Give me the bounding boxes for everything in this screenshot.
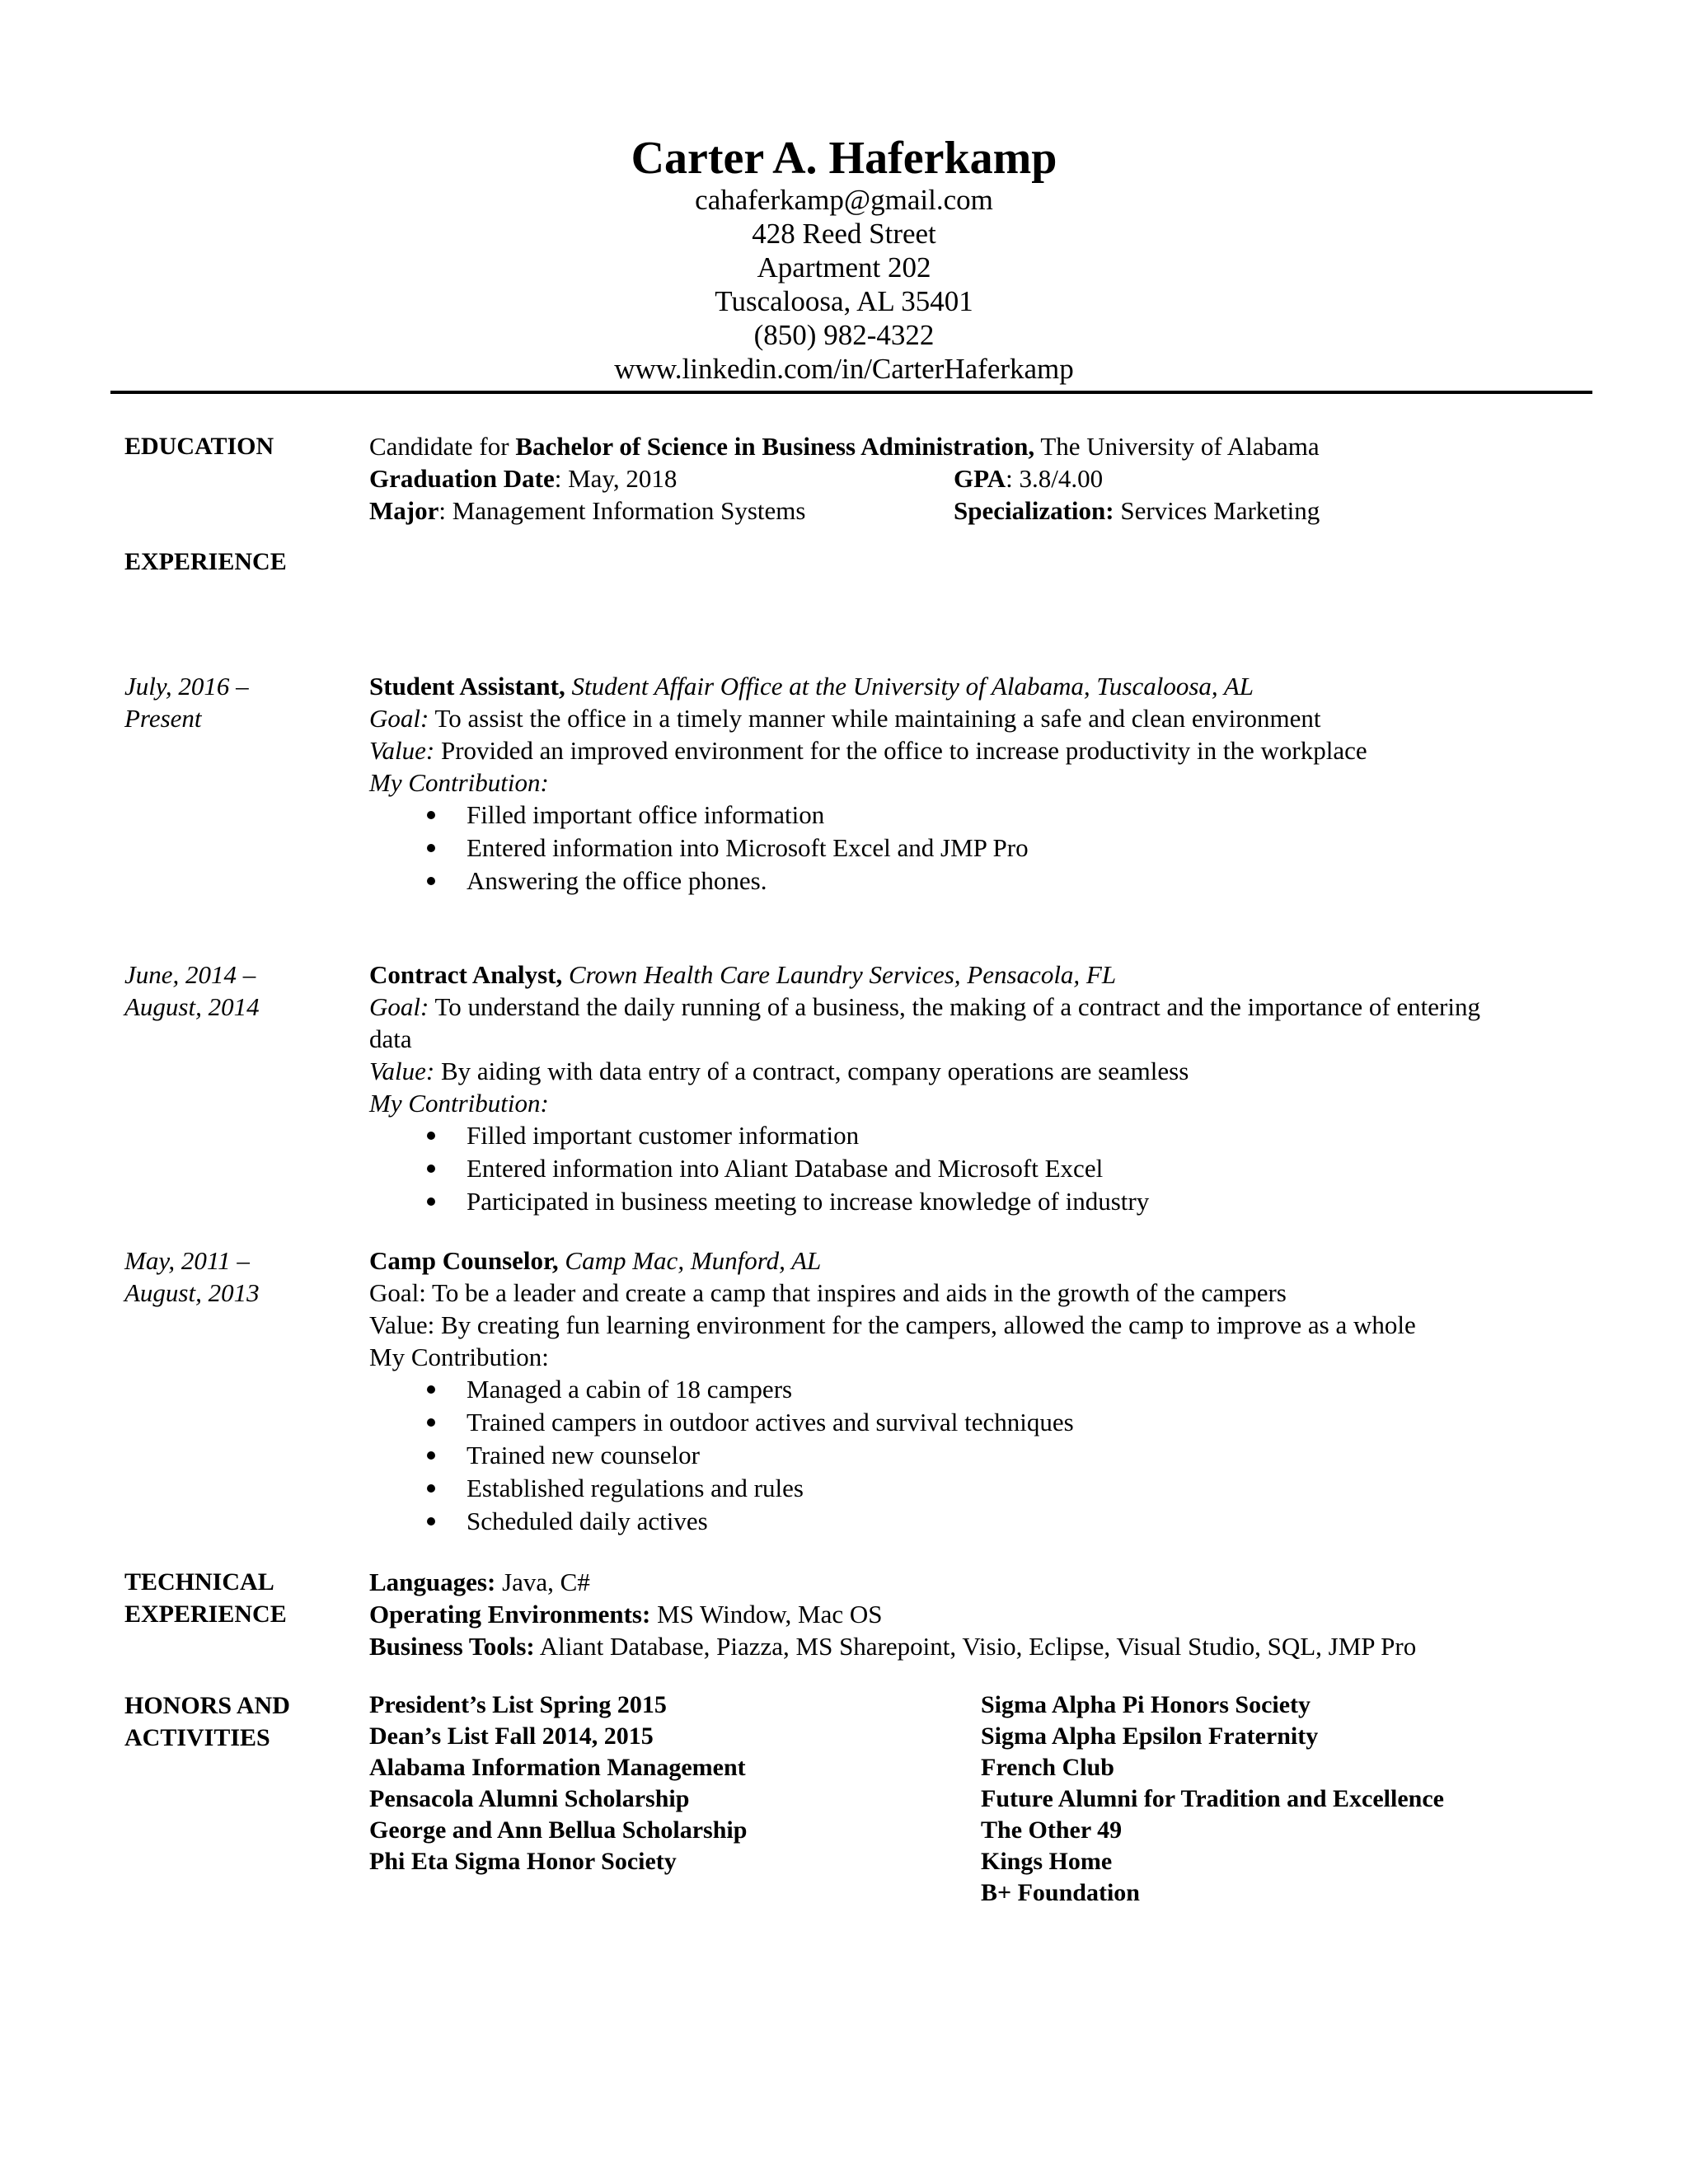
bullet-icon [427, 811, 435, 819]
goal-text: To understand the daily running of a business, the making of a contract and the importance of entering [429, 992, 1480, 1021]
bullet-icon [427, 1165, 435, 1173]
job-end-date: August, 2014 [124, 992, 260, 1021]
job-value [369, 1055, 1480, 1087]
specialization-group [954, 494, 1320, 527]
job-start-date: July, 2016 – [124, 672, 249, 701]
value-label: Value: [369, 1057, 435, 1085]
job-title: Contract Analyst, [369, 960, 563, 989]
honors-right-list [981, 1690, 1444, 1909]
job-start-date: May, 2011 – [124, 1246, 250, 1275]
major-value: : Management Information Systems [438, 496, 806, 525]
list-item-text: Entered information into Aliant Database and Microsoft Excel [467, 1154, 1104, 1183]
list-item: Kings Home [981, 1848, 1113, 1875]
job-title-line [369, 670, 1367, 702]
list-item-text: Trained campers in outdoor actives and survival techniques [467, 1408, 1074, 1436]
street-address: 428 Reed Street [752, 218, 936, 250]
linkedin-url: www.linkedin.com/in/CarterHaferkamp [614, 353, 1074, 385]
gpa-value: : 3.8/4.00 [1006, 464, 1104, 493]
contribution-list [369, 1373, 1416, 1538]
job-end-date: Present [124, 704, 202, 733]
job-goal [369, 991, 1480, 1023]
job-date-range [124, 1244, 260, 1309]
major-line [369, 494, 1589, 527]
contribution-list [369, 799, 1367, 898]
job-goal-continued: data [369, 1024, 412, 1053]
list-item-text: Entered information into Microsoft Excel and JMP Pro [467, 833, 1029, 862]
apartment-line: Apartment 202 [757, 251, 931, 284]
job-entry [369, 670, 1367, 898]
job-start-date: June, 2014 – [124, 960, 256, 989]
value-text: By aiding with data entry of a contract, company operations are seamless [434, 1057, 1189, 1085]
list-item [369, 1472, 1416, 1505]
contribution-label: My Contribution: [369, 768, 549, 797]
contribution-list [369, 1119, 1480, 1218]
list-item: Future Alumni for Tradition and Excellence [981, 1785, 1444, 1812]
job-title: Camp Counselor, [369, 1246, 559, 1275]
list-item: Dean’s List Fall 2014, 2015 [369, 1722, 654, 1750]
gpa-group [954, 462, 1103, 494]
list-item [369, 832, 1367, 865]
os-value: MS Window, Mac OS [650, 1600, 883, 1629]
os-label: Operating Environments: [369, 1600, 651, 1629]
list-item [369, 1406, 1416, 1439]
list-item [369, 1505, 1416, 1538]
languages-label: Languages: [369, 1568, 496, 1596]
languages-line [369, 1566, 1416, 1598]
goal-label: Goal: [369, 992, 429, 1021]
candidate-prefix: Candidate for [369, 432, 516, 461]
bullet-icon [427, 1418, 435, 1427]
list-item-text: Established regulations and rules [467, 1474, 804, 1502]
city-state-zip: Tuscaloosa, AL 35401 [715, 285, 973, 317]
goal-text: To assist the office in a timely manner while maintaining a safe and clean environment [429, 704, 1321, 733]
goal-label: Goal: [369, 704, 429, 733]
job-value [369, 734, 1367, 766]
honors-heading-line1: HONORS AND [124, 1692, 290, 1719]
job-entry [369, 1244, 1416, 1538]
list-item: Phi Eta Sigma Honor Society [369, 1848, 677, 1875]
list-item: George and Ann Bellua Scholarship [369, 1816, 748, 1844]
job-title-line [369, 958, 1480, 991]
specialization-value: Services Marketing [1114, 496, 1320, 525]
list-item [369, 1373, 1416, 1406]
list-item: Pensacola Alumni Scholarship [369, 1785, 690, 1812]
job-end-date: August, 2013 [124, 1278, 260, 1307]
list-item-text: Managed a cabin of 18 campers [467, 1375, 793, 1404]
technical-heading-line2: EXPERIENCE [124, 1601, 287, 1628]
experience-heading: EXPERIENCE [124, 548, 287, 575]
specialization-label: Specialization: [954, 496, 1114, 525]
degree-title: Bachelor of Science in Business Administration, [515, 432, 1035, 461]
contribution-label: My Contribution: [369, 1089, 549, 1118]
job-title-line [369, 1244, 1416, 1277]
graduation-line [369, 462, 1589, 494]
education-heading: EDUCATION [124, 433, 274, 460]
bullet-icon [427, 1132, 435, 1140]
bullet-icon [427, 1484, 435, 1493]
school-name: The University of Alabama [1034, 432, 1320, 461]
list-item [369, 799, 1367, 832]
list-item [369, 1152, 1480, 1185]
job-organization: Student Affair Office at the University of Alabama, Tuscaloosa, AL [565, 672, 1254, 701]
bullet-icon [427, 1451, 435, 1460]
gpa-label: GPA [954, 464, 1006, 493]
list-item: B+ Foundation [981, 1879, 1140, 1906]
list-item-text: Trained new counselor [467, 1441, 700, 1469]
technical-block [369, 1566, 1416, 1662]
job-value: Value: By creating fun learning environment for the campers, allowed the camp to improve as a whole [369, 1310, 1416, 1339]
job-date-range [124, 670, 249, 734]
candidate-name: Carter A. Haferkamp [631, 133, 1057, 184]
technical-heading-line1: TECHNICAL [124, 1568, 274, 1596]
list-item-text: Participated in business meeting to increase knowledge of industry [467, 1187, 1150, 1216]
list-item: Sigma Alpha Pi Honors Society [981, 1691, 1311, 1718]
graduation-label: Graduation Date [369, 464, 555, 493]
list-item: Alabama Information Management [369, 1754, 746, 1781]
list-item: Sigma Alpha Epsilon Fraternity [981, 1722, 1319, 1750]
list-item-text: Filled important customer information [467, 1121, 860, 1150]
graduation-value: : May, 2018 [554, 464, 678, 493]
list-item: The Other 49 [981, 1816, 1123, 1844]
list-item: French Club [981, 1754, 1114, 1781]
job-entry [369, 958, 1480, 1218]
contact-block [0, 183, 1688, 386]
list-item-text: Filled important office information [467, 800, 825, 829]
languages-value: Java, C# [495, 1568, 590, 1596]
tools-label: Business Tools: [369, 1632, 535, 1661]
list-item [369, 865, 1367, 898]
education-block [369, 430, 1589, 527]
job-title: Student Assistant, [369, 672, 565, 701]
job-date-range [124, 958, 260, 1023]
list-item: President’s List Spring 2015 [369, 1691, 667, 1718]
technical-heading [124, 1566, 287, 1630]
honors-heading-line2: ACTIVITIES [124, 1724, 270, 1751]
job-organization: Camp Mac, Munford, AL [558, 1246, 822, 1275]
bullet-icon [427, 1385, 435, 1394]
value-label: Value: [369, 736, 435, 765]
phone-number: (850) 982-4322 [753, 319, 935, 351]
degree-line [369, 430, 1589, 462]
major-label: Major [369, 496, 439, 525]
tools-line [369, 1630, 1416, 1662]
bullet-icon [427, 1197, 435, 1206]
honors-left-list [369, 1690, 747, 1877]
job-organization: Crown Health Care Laundry Services, Pensacola, FL [562, 960, 1117, 989]
tools-value: Aliant Database, Piazza, MS Sharepoint, Visio, Eclipse, Visual Studio, SQL, JMP Pro [534, 1632, 1417, 1661]
os-line [369, 1598, 1416, 1630]
list-item-text: Answering the office phones. [467, 866, 767, 895]
honors-heading [124, 1690, 290, 1754]
bullet-icon [427, 844, 435, 852]
job-goal: Goal: To be a leader and create a camp that inspires and aids in the growth of the campers [369, 1278, 1287, 1307]
email-text: cahaferkamp@gmail.com [695, 184, 993, 216]
value-text: Provided an improved environment for the office to increase productivity in the workplace [434, 736, 1367, 765]
list-item [369, 1185, 1480, 1218]
contribution-label: My Contribution: [369, 1343, 549, 1371]
list-item [369, 1119, 1480, 1152]
bullet-icon [427, 877, 435, 885]
list-item-text: Scheduled daily actives [467, 1507, 708, 1535]
bullet-icon [427, 1517, 435, 1526]
job-goal [369, 702, 1367, 734]
list-item [369, 1439, 1416, 1472]
header-divider [110, 391, 1592, 394]
